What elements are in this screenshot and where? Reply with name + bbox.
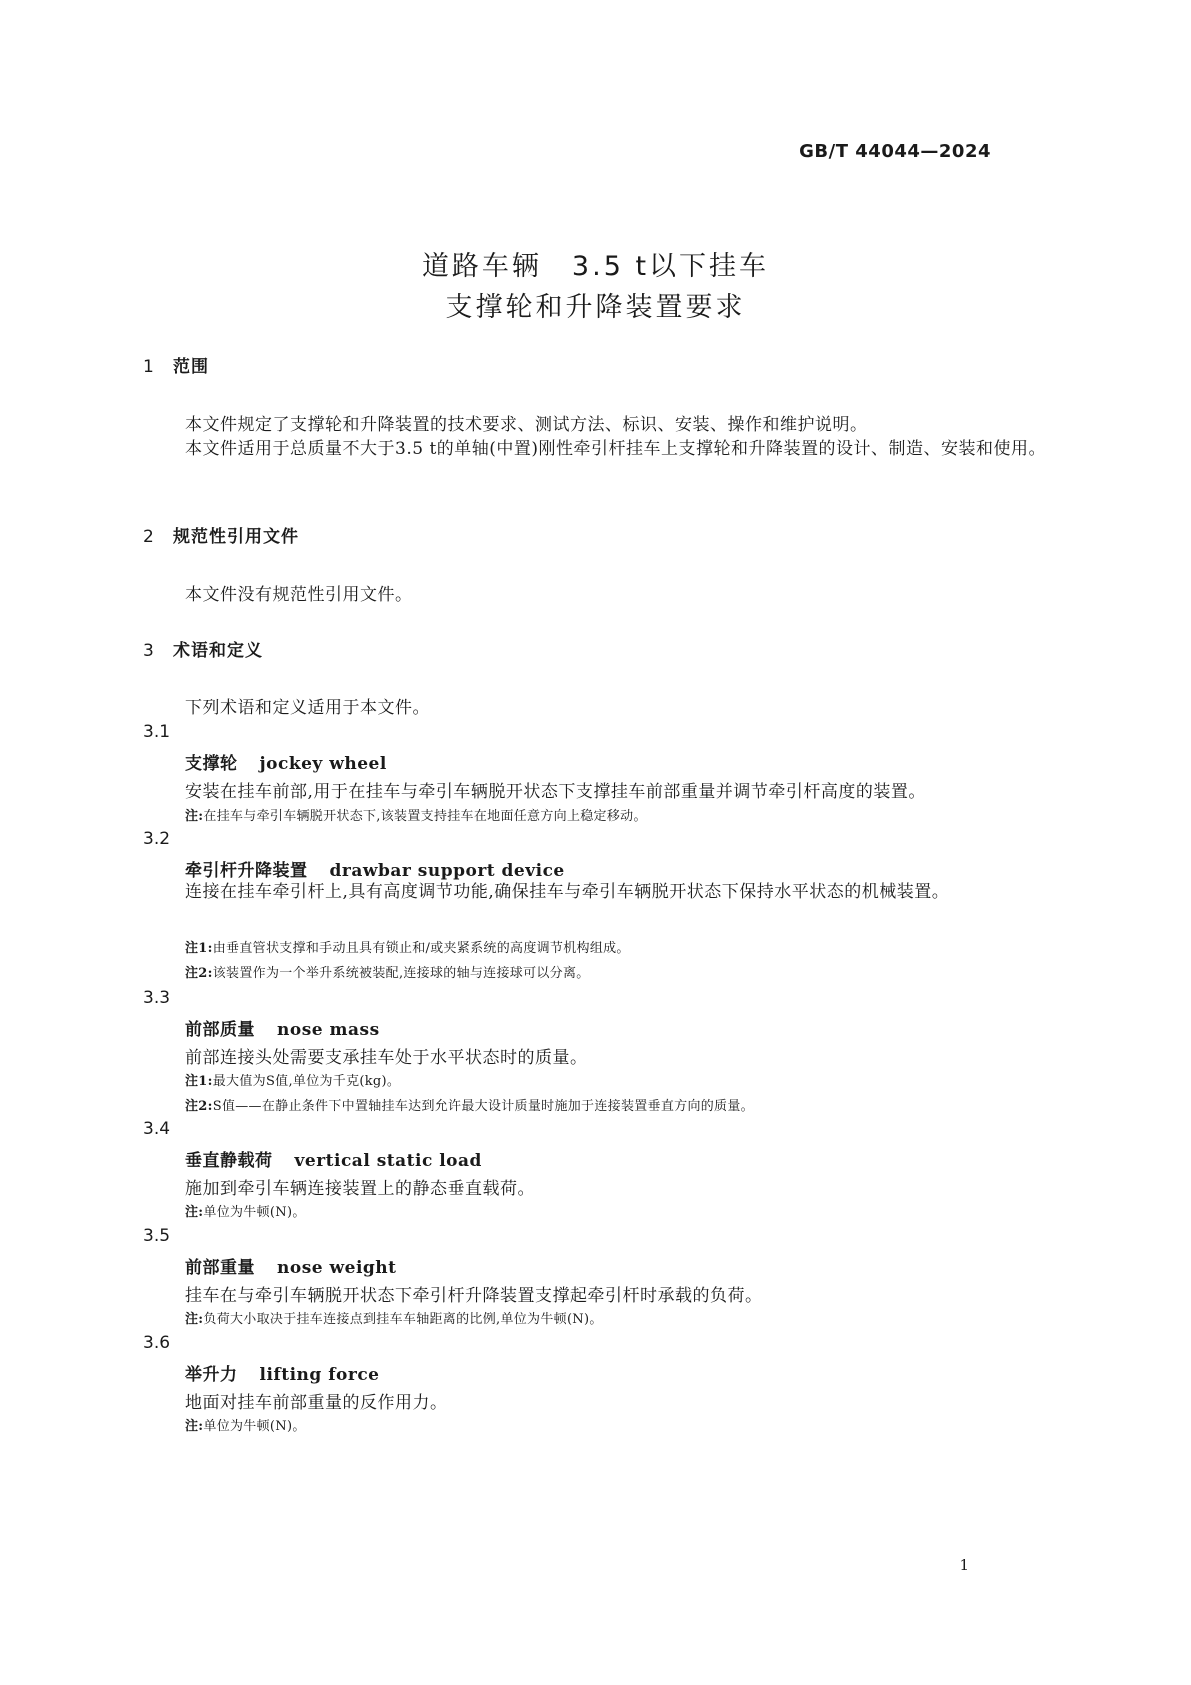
term-definition: 前部连接头处需要支承挂车处于水平状态时的质量。 xyxy=(185,1048,588,1068)
term-definition: 挂车在与牵引车辆脱开状态下牵引杆升降装置支撑起牵引杆时承载的负荷。 xyxy=(185,1286,763,1306)
term-definition: 连接在挂车牵引杆上,具有高度调节功能,确保挂车与牵引车辆脱开状态下保持水平状态的机械装置。 xyxy=(185,882,950,902)
term-zh: 前部重量 xyxy=(185,1258,255,1278)
term-number: 3.4 xyxy=(143,1119,171,1139)
section-number: 1 xyxy=(143,357,155,377)
note-label: 注2: xyxy=(185,966,213,981)
note-label: 注2: xyxy=(185,1099,213,1114)
term-note xyxy=(185,1308,603,1327)
term-number: 3.6 xyxy=(143,1333,171,1353)
term-note xyxy=(185,805,647,824)
term-note xyxy=(185,937,630,956)
note-label: 注: xyxy=(185,1312,204,1327)
term-en: jockey wheel xyxy=(259,754,387,774)
term-heading xyxy=(185,1015,380,1040)
note-label: 注: xyxy=(185,1205,204,1220)
term-en: nose weight xyxy=(277,1258,397,1278)
section-title: 术语和定义 xyxy=(173,641,263,661)
section-title: 范围 xyxy=(173,357,209,377)
standard-code: GB/T 44044—2024 xyxy=(799,141,991,162)
term-en: lifting force xyxy=(259,1365,380,1385)
note-text: 单位为牛顿(N)。 xyxy=(203,1205,306,1220)
term-note xyxy=(185,1415,306,1434)
section-number: 3 xyxy=(143,641,155,661)
document-title-line-1: 道路车辆 3.5 t以下挂车 xyxy=(421,251,770,282)
term-number: 3.1 xyxy=(143,722,171,742)
note-text: 单位为牛顿(N)。 xyxy=(203,1419,306,1434)
scope-paragraph-2: 本文件适用于总质量不大于3.5 t的单轴(中置)刚性牵引杆挂车上支撑轮和升降装置的设计、制造、安装和使用。 xyxy=(185,439,1047,459)
term-zh: 前部质量 xyxy=(185,1020,255,1040)
scope-paragraph-1: 本文件规定了支撑轮和升降装置的技术要求、测试方法、标识、安装、操作和维护说明。 xyxy=(185,415,868,435)
note-text: 该装置作为一个举升系统被装配,连接球的轴与连接球可以分离。 xyxy=(212,966,590,981)
term-zh: 垂直静载荷 xyxy=(185,1151,273,1171)
term-note xyxy=(185,1070,400,1089)
term-definition: 安装在挂车前部,用于在挂车与牵引车辆脱开状态下支撑挂车前部重量并调节牵引杆高度的装置。 xyxy=(185,782,926,802)
note-text: 在挂车与牵引车辆脱开状态下,该装置支持挂车在地面任意方向上稳定移动。 xyxy=(203,809,647,824)
term-number: 3.3 xyxy=(143,988,171,1008)
term-note xyxy=(185,962,590,981)
document-title-line-2: 支撑轮和升降装置要求 xyxy=(445,292,746,323)
term-en: drawbar support device xyxy=(329,861,565,881)
term-heading xyxy=(185,1360,379,1385)
section-number: 2 xyxy=(143,527,155,547)
term-definition: 地面对挂车前部重量的反作用力。 xyxy=(185,1393,448,1413)
term-en: nose mass xyxy=(277,1020,380,1040)
term-number: 3.2 xyxy=(143,829,171,849)
term-definition: 施加到牵引车辆连接装置上的静态垂直载荷。 xyxy=(185,1179,535,1199)
term-en: vertical static load xyxy=(294,1151,482,1171)
term-number: 3.5 xyxy=(143,1226,171,1246)
terms-intro: 下列术语和定义适用于本文件。 xyxy=(185,698,430,718)
section-heading-terms xyxy=(143,636,263,661)
term-heading xyxy=(185,749,387,774)
note-text: 最大值为S值,单位为千克(kg)。 xyxy=(212,1074,401,1089)
section-heading-normative-references xyxy=(143,522,299,547)
note-label: 注1: xyxy=(185,1074,213,1089)
term-zh: 牵引杆升降装置 xyxy=(185,861,308,881)
section-heading-scope xyxy=(143,352,209,377)
term-heading xyxy=(185,1253,397,1278)
term-heading xyxy=(185,1146,482,1171)
term-zh: 支撑轮 xyxy=(185,754,238,774)
term-note xyxy=(185,1095,754,1114)
note-text: S值——在静止条件下中置轴挂车达到允许最大设计质量时施加于连接装置垂直方向的质量。 xyxy=(212,1099,754,1114)
note-text: 由垂直管状支撑和手动且具有锁止和/或夹紧系统的高度调节机构组成。 xyxy=(212,941,630,956)
page-number: 1 xyxy=(959,1556,969,1574)
term-zh: 举升力 xyxy=(185,1365,238,1385)
note-label: 注: xyxy=(185,809,204,824)
normative-paragraph: 本文件没有规范性引用文件。 xyxy=(185,585,413,605)
term-note xyxy=(185,1201,306,1220)
note-label: 注: xyxy=(185,1419,204,1434)
note-text: 负荷大小取决于挂车连接点到挂车车轴距离的比例,单位为牛顿(N)。 xyxy=(203,1312,603,1327)
note-label: 注1: xyxy=(185,941,213,956)
section-title: 规范性引用文件 xyxy=(173,527,299,547)
